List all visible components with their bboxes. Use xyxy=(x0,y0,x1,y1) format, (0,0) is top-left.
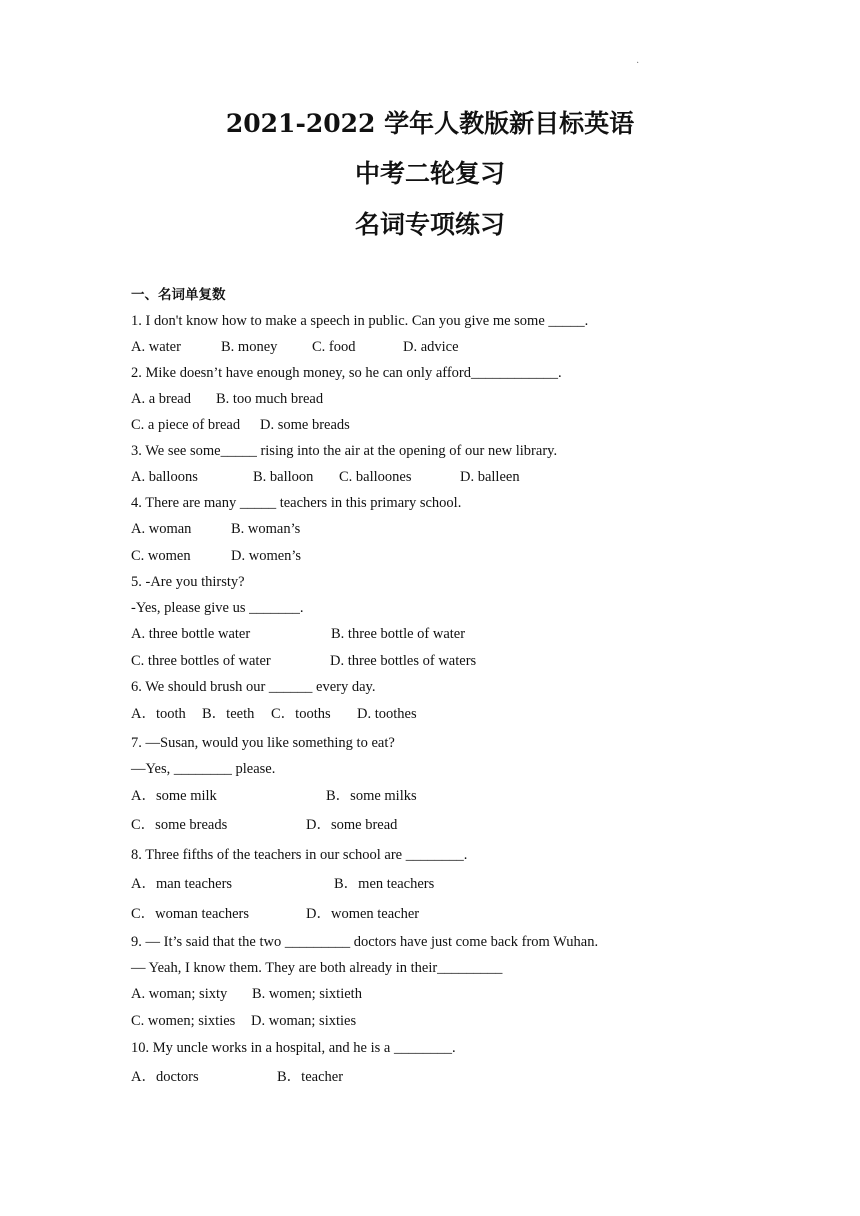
q2-option-a: A. a bread xyxy=(131,391,191,407)
q6-option-c: C．tooths xyxy=(271,706,331,722)
question-5-stem-2: -Yes, please give us _______. xyxy=(131,600,304,616)
question-7-stem: 7. —Susan, would you like something to eat? xyxy=(131,735,395,751)
q1-option-d: D. advice xyxy=(403,339,459,355)
question-3-stem: 3. We see some_____ rising into the air at the opening of our new library. xyxy=(131,443,558,459)
question-6-stem: 6. We should brush our ______ every day. xyxy=(131,679,376,695)
header-mark: · xyxy=(636,58,640,69)
q8-option-a: A．man teachers xyxy=(131,876,233,892)
question-9-stem: 9. — It’s said that the two _________ doctors have just come back from Wuhan. xyxy=(131,934,599,950)
q8-option-b: B．men teachers xyxy=(334,876,435,892)
q3-option-b: B. balloon xyxy=(253,469,314,485)
doc-title-line3: 名词专项练习 xyxy=(354,210,505,239)
q8-option-d: D．women teacher xyxy=(306,906,420,922)
q5-option-c: C. three bottles of water xyxy=(131,653,271,669)
question-10-stem: 10. My uncle works in a hospital, and he is a ________. xyxy=(131,1040,456,1056)
q9-option-c: C. women; sixties xyxy=(131,1013,236,1029)
doc-title-line1: 2021-2022 学年人教版新目标英语 xyxy=(225,109,635,138)
q1-option-b: B. money xyxy=(221,339,278,355)
q2-option-b: B. too much bread xyxy=(216,391,324,407)
q6-option-a: A．tooth xyxy=(131,706,186,722)
q9-option-a: A. woman; sixty xyxy=(131,986,228,1002)
question-5-stem: 5. -Are you thirsty? xyxy=(131,574,245,590)
question-4-stem: 4. There are many _____ teachers in this primary school. xyxy=(131,495,462,511)
q7-option-d: D．some bread xyxy=(306,817,398,833)
q3-option-a: A. balloons xyxy=(131,469,198,485)
question-7-stem-2: —Yes, ________ please. xyxy=(131,761,276,777)
q5-option-b: B. three bottle of water xyxy=(331,626,466,642)
question-8-stem: 8. Three fifths of the teachers in our school are ________. xyxy=(131,847,468,863)
q4-option-b: B. woman’s xyxy=(231,521,301,537)
q5-option-a: A. three bottle water xyxy=(131,626,251,642)
doc-title-line2: 中考二轮复习 xyxy=(354,159,505,188)
question-9-stem-2: — Yeah, I know them. They are both already in their_________ xyxy=(131,960,503,976)
q3-option-c: C. balloones xyxy=(339,469,412,485)
section-heading: 一、名词单复数 xyxy=(131,287,226,303)
q6-option-d: D. toothes xyxy=(357,706,417,722)
q1-option-a: A. water xyxy=(131,339,181,355)
q2-option-d: D. some breads xyxy=(260,417,350,433)
q7-option-a: A．some milk xyxy=(131,788,217,804)
q4-option-a: A. woman xyxy=(131,521,192,537)
q1-option-c: C. food xyxy=(312,339,356,355)
q7-option-b: B．some milks xyxy=(326,788,417,804)
q4-option-d: D. women’s xyxy=(231,548,302,564)
q5-option-d: D. three bottles of waters xyxy=(330,653,477,669)
q2-option-c: C. a piece of bread xyxy=(131,417,241,433)
q9-option-b: B. women; sixtieth xyxy=(252,986,362,1002)
q4-option-c: C. women xyxy=(131,548,191,564)
q3-option-d: D. balleen xyxy=(460,469,520,485)
q10-option-b: B．teacher xyxy=(277,1069,344,1085)
question-2-stem: 2. Mike doesn’t have enough money, so he can only afford____________. xyxy=(131,365,562,381)
q9-option-d: D. woman; sixties xyxy=(251,1013,357,1029)
q6-option-b: B．teeth xyxy=(202,706,255,722)
q10-option-a: A．doctors xyxy=(131,1069,199,1085)
question-1-stem: 1. I don't know how to make a speech in public. Can you give me some _____. xyxy=(131,313,589,329)
q8-option-c: C．woman teachers xyxy=(131,906,249,922)
q7-option-c: C．some breads xyxy=(131,817,228,833)
